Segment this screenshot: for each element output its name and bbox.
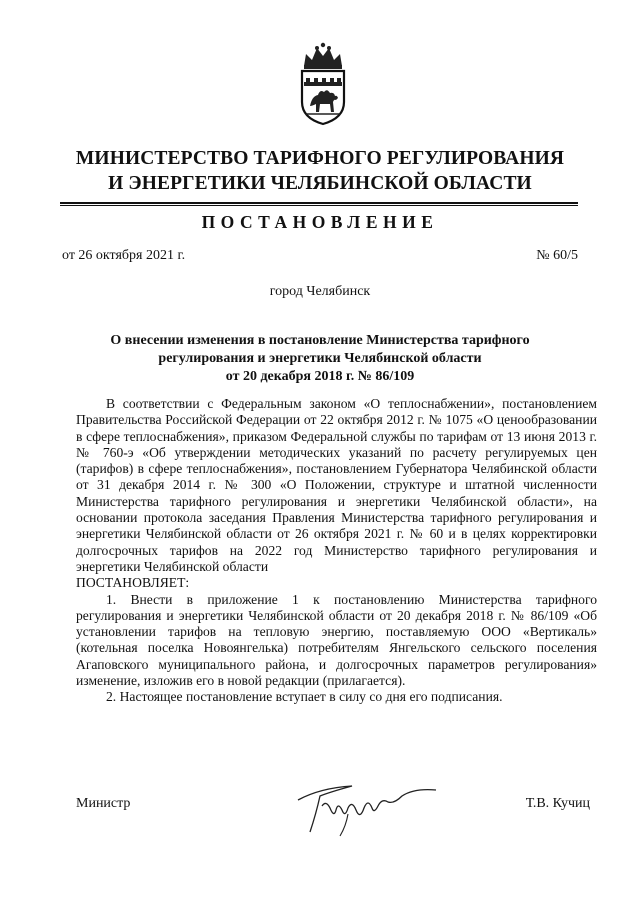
ministry-name-line1: МИНИСТЕРСТВО ТАРИФНОГО РЕГУЛИРОВАНИЯ xyxy=(75,148,565,169)
item-2-paragraph: 2. Настоящее постановление вступает в силу со дня его подписания. xyxy=(106,689,503,705)
title-line3: от 20 декабря 2018 г. № 86/109 xyxy=(225,369,415,384)
ministry-name xyxy=(40,146,600,196)
decree-word: ПОСТАНОВЛЯЕТ: xyxy=(76,575,190,591)
signatory-name: Т.В. Кучиц xyxy=(525,796,590,811)
title-line2: регулирования и энергетики Челябинской области xyxy=(158,351,482,366)
signatory-position: Министр xyxy=(76,796,131,811)
document-number: № 60/5 xyxy=(536,248,578,263)
coat-of-arms-icon xyxy=(296,40,350,126)
document-date: от 26 октября 2021 г. xyxy=(62,248,186,263)
document-type: ПОСТАНОВЛЕНИЕ xyxy=(201,212,439,232)
title-line1: О внесении изменения в постановление Министерства тарифного xyxy=(110,333,530,348)
preamble-paragraph: В соответствии с Федеральным законом «О теплоснабжении», постановлением Правительства Российской Федерации от 22 октября 2012 г. № 1075 «О ценообразовании в сфере теплоснабжения», приказом Федеральной службы по тарифам от 13 июня 2013 г. № 760-э «Об утверждении методических указаний по расчету регулируемых цен (тарифов) в сфере теплоснабжения», постановлением Губернатора Челябинской области от 31 декабря 2014 г. № 300 «О Положении, структуре и штатной численности Министерства тарифного регулирования и энергетики Челябинской области», на основании протокола заседания Правления Министерства тарифного регулирования и энергетики Челябинской области от 26 октября 2021 г. № 60 и в целях корректировки долгосрочных тарифов на 2022 год Министерство тарифного регулирования и энергетики Челябинской области xyxy=(76,396,597,574)
handwritten-signature-icon xyxy=(290,770,440,840)
header-rule-thick xyxy=(60,202,578,204)
document-title xyxy=(110,332,530,386)
item-1-paragraph: 1. Внести в приложение 1 к постановлению Министерства тарифного регулирования и энергетики Челябинской области от 20 декабря 2018 г. № 86/109 «Об установлении тарифов на тепловую энергию, поставляемую ООО «Вертикаль» (котельная поселка Новоянгелька) потребителям Янгельского сельского поселения Агаповского муниципального района, и долгосрочных параметров регулирования» изменение, изложив его в новой редакции (прилагается). xyxy=(76,591,597,689)
document-city: город Челябинск xyxy=(269,284,371,299)
header-rule-thin xyxy=(60,205,578,206)
document-body xyxy=(76,396,597,706)
ministry-name-line2: И ЭНЕРГЕТИКИ ЧЕЛЯБИНСКОЙ ОБЛАСТИ xyxy=(108,173,532,194)
